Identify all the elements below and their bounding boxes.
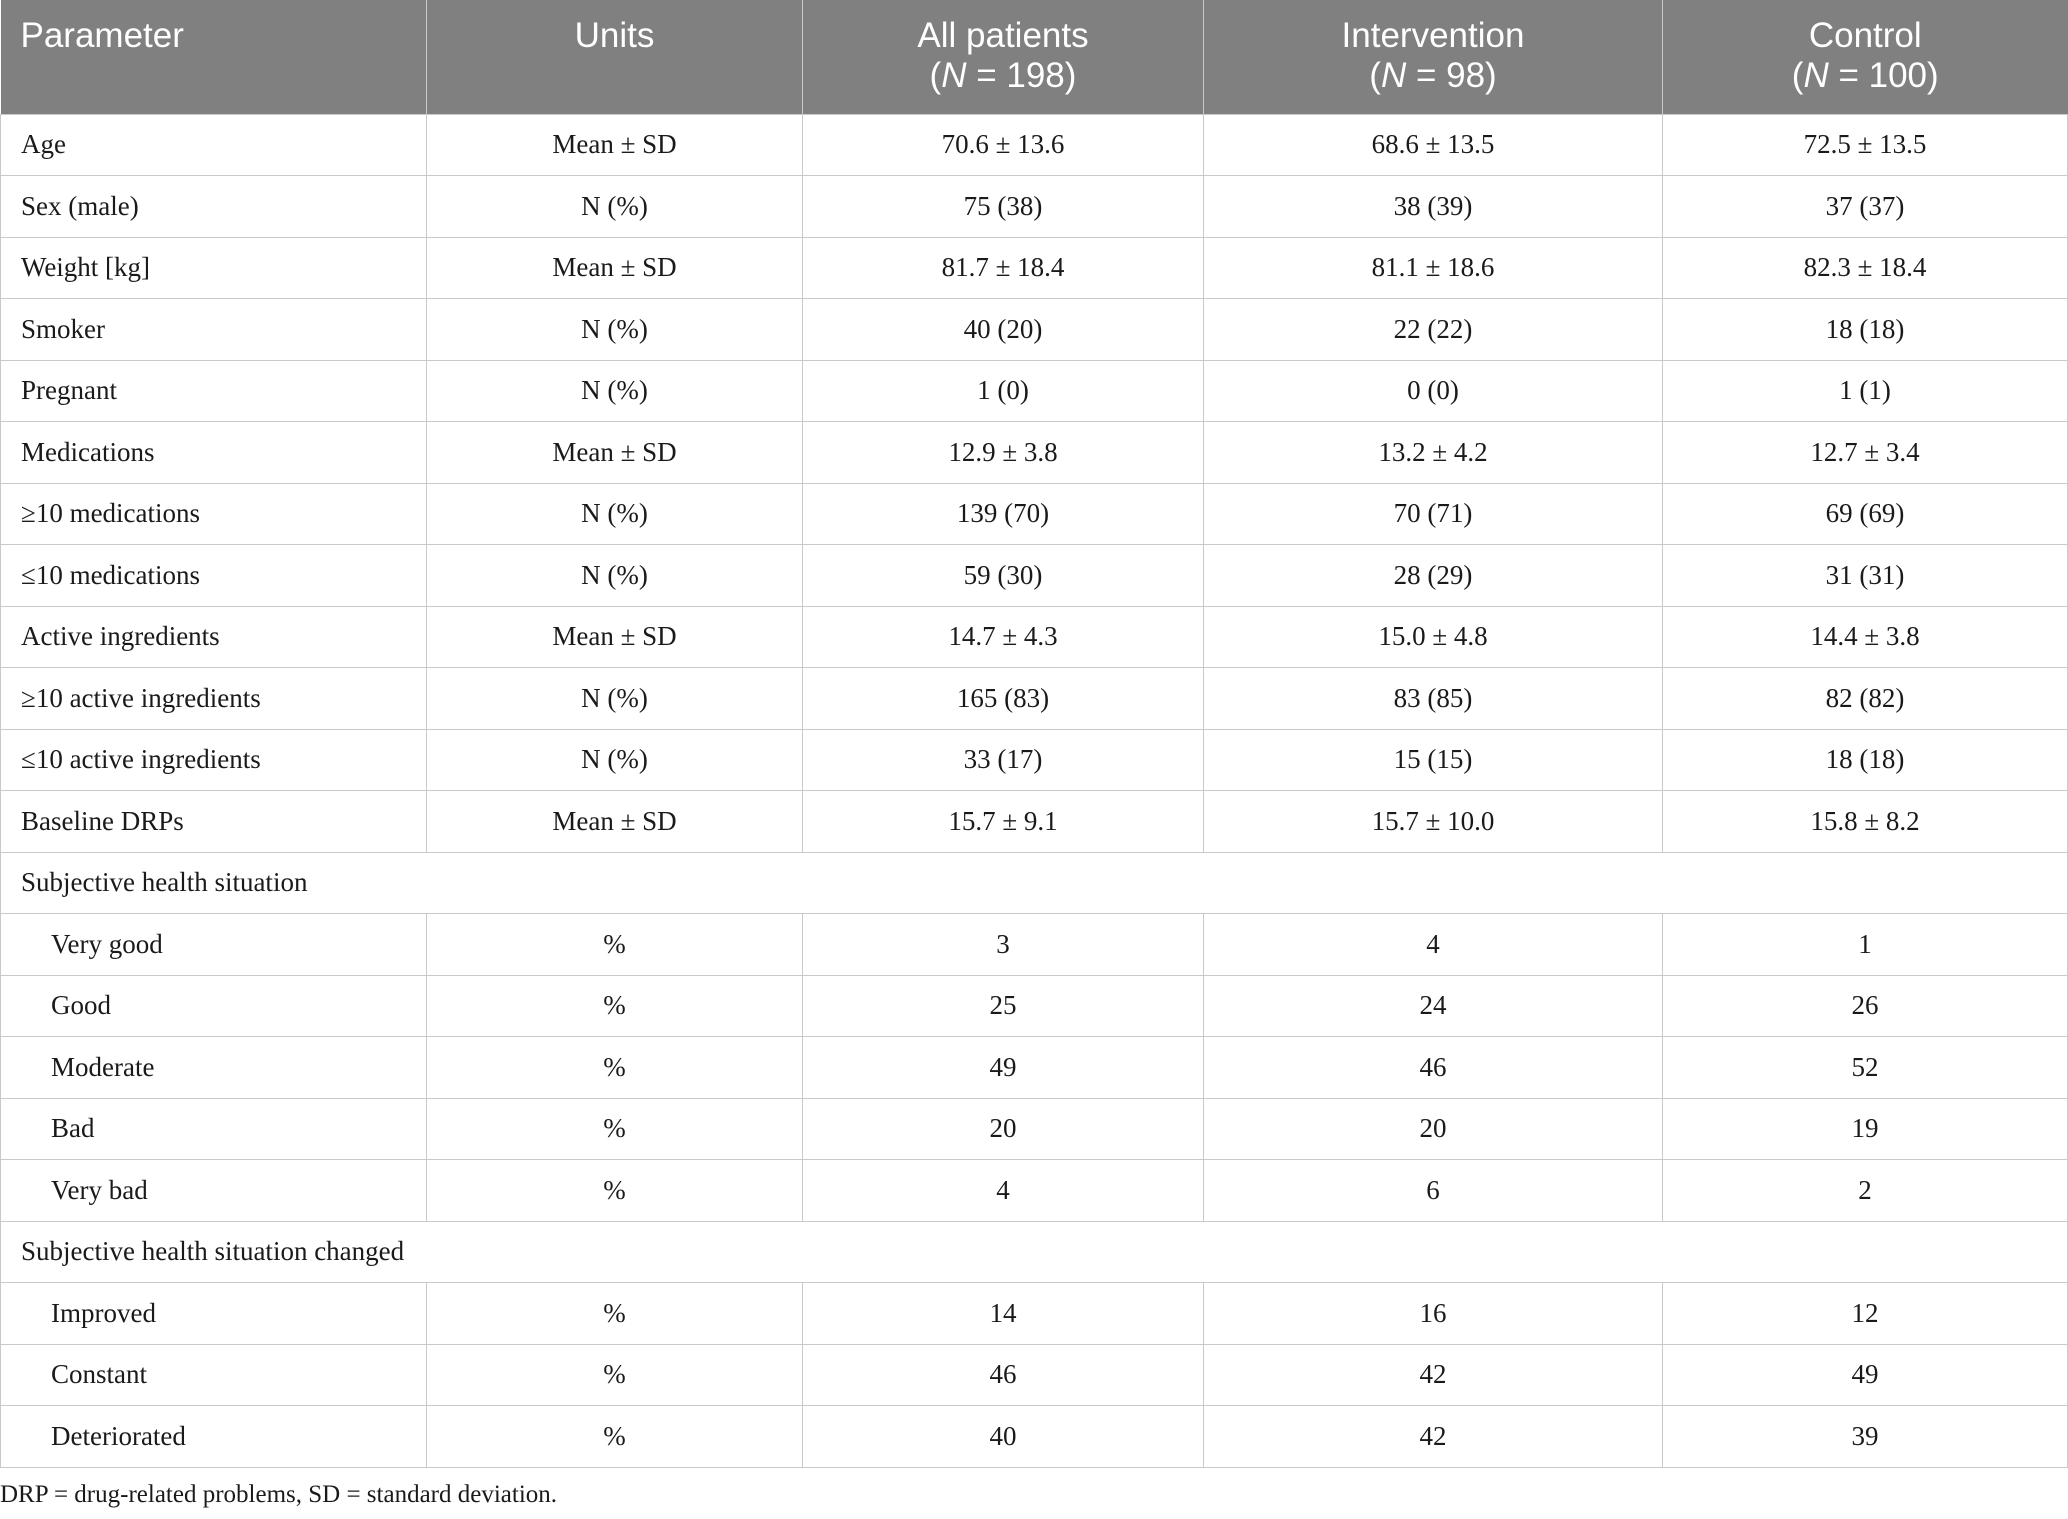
table-row xyxy=(1,176,2068,238)
cell-intervention: 0 (0) xyxy=(1204,360,1663,422)
table-row xyxy=(1,729,2068,791)
cell-parameter: Deteriorated xyxy=(1,1406,427,1468)
cell-intervention: 42 xyxy=(1204,1406,1663,1468)
cell-control: 52 xyxy=(1663,1037,2068,1099)
cell-control: 26 xyxy=(1663,975,2068,1037)
table-row xyxy=(1,1283,2068,1345)
cell-intervention: 4 xyxy=(1204,914,1663,976)
cell-intervention: 42 xyxy=(1204,1344,1663,1406)
cell-intervention: 81.1 ± 18.6 xyxy=(1204,237,1663,299)
cell-units: % xyxy=(427,1283,803,1345)
cell-parameter: Good xyxy=(1,975,427,1037)
cell-all: 15.7 ± 9.1 xyxy=(803,791,1204,853)
section-row-health xyxy=(1,852,2068,914)
cell-control: 19 xyxy=(1663,1098,2068,1160)
cell-units: Mean ± SD xyxy=(427,114,803,176)
cell-intervention: 83 (85) xyxy=(1204,668,1663,730)
cell-intervention: 22 (22) xyxy=(1204,299,1663,361)
cell-parameter: Very good xyxy=(1,914,427,976)
cell-all: 20 xyxy=(803,1098,1204,1160)
cell-units: N (%) xyxy=(427,483,803,545)
cell-control: 69 (69) xyxy=(1663,483,2068,545)
cell-all: 25 xyxy=(803,975,1204,1037)
cell-control: 37 (37) xyxy=(1663,176,2068,238)
header-intervention: Intervention (N = 98) xyxy=(1204,0,1663,114)
cell-units: % xyxy=(427,914,803,976)
cell-parameter: ≥10 active ingredients xyxy=(1,668,427,730)
cell-parameter: Weight [kg] xyxy=(1,237,427,299)
cell-units: N (%) xyxy=(427,668,803,730)
cell-all: 46 xyxy=(803,1344,1204,1406)
table-row xyxy=(1,422,2068,484)
cell-parameter: Bad xyxy=(1,1098,427,1160)
table-header xyxy=(1,0,2068,114)
cell-all: 49 xyxy=(803,1037,1204,1099)
table-row xyxy=(1,1344,2068,1406)
cell-parameter: Improved xyxy=(1,1283,427,1345)
cell-units: Mean ± SD xyxy=(427,606,803,668)
table-row xyxy=(1,791,2068,853)
cell-control: 82.3 ± 18.4 xyxy=(1663,237,2068,299)
cell-all: 14 xyxy=(803,1283,1204,1345)
cell-units: % xyxy=(427,1160,803,1222)
table-row xyxy=(1,914,2068,976)
cell-all: 40 (20) xyxy=(803,299,1204,361)
cell-units: N (%) xyxy=(427,545,803,607)
cell-intervention: 6 xyxy=(1204,1160,1663,1222)
cell-intervention: 24 xyxy=(1204,975,1663,1037)
cell-all: 40 xyxy=(803,1406,1204,1468)
cell-control: 12.7 ± 3.4 xyxy=(1663,422,2068,484)
cell-parameter: Moderate xyxy=(1,1037,427,1099)
cell-parameter: ≤10 medications xyxy=(1,545,427,607)
cell-control: 15.8 ± 8.2 xyxy=(1663,791,2068,853)
cell-all: 70.6 ± 13.6 xyxy=(803,114,1204,176)
cell-control: 39 xyxy=(1663,1406,2068,1468)
cell-parameter: Pregnant xyxy=(1,360,427,422)
cell-control: 49 xyxy=(1663,1344,2068,1406)
table-row xyxy=(1,1406,2068,1468)
cell-all: 139 (70) xyxy=(803,483,1204,545)
section-title-health: Subjective health situation xyxy=(1,852,2068,914)
section-title-changed: Subjective health situation changed xyxy=(1,1221,2068,1283)
cell-units: N (%) xyxy=(427,729,803,791)
cell-units: Mean ± SD xyxy=(427,791,803,853)
table-row xyxy=(1,1037,2068,1099)
cell-control: 1 (1) xyxy=(1663,360,2068,422)
cell-all: 33 (17) xyxy=(803,729,1204,791)
cell-units: N (%) xyxy=(427,299,803,361)
cell-parameter: Medications xyxy=(1,422,427,484)
cell-intervention: 13.2 ± 4.2 xyxy=(1204,422,1663,484)
table-row xyxy=(1,545,2068,607)
cell-control: 82 (82) xyxy=(1663,668,2068,730)
table-row xyxy=(1,360,2068,422)
table-footnote: DRP = drug-related problems, SD = standard deviation. xyxy=(0,1481,558,1508)
cell-intervention: 15 (15) xyxy=(1204,729,1663,791)
cell-all: 165 (83) xyxy=(803,668,1204,730)
cell-parameter: Active ingredients xyxy=(1,606,427,668)
section-row-changed xyxy=(1,1221,2068,1283)
table-row xyxy=(1,1160,2068,1222)
cell-intervention: 28 (29) xyxy=(1204,545,1663,607)
table-row xyxy=(1,299,2068,361)
table-body xyxy=(1,114,2068,1467)
cell-intervention: 16 xyxy=(1204,1283,1663,1345)
cell-intervention: 46 xyxy=(1204,1037,1663,1099)
cell-intervention: 20 xyxy=(1204,1098,1663,1160)
cell-units: N (%) xyxy=(427,176,803,238)
cell-control: 2 xyxy=(1663,1160,2068,1222)
cell-parameter: Sex (male) xyxy=(1,176,427,238)
cell-units: % xyxy=(427,1344,803,1406)
cell-control: 12 xyxy=(1663,1283,2068,1345)
cell-all: 59 (30) xyxy=(803,545,1204,607)
header-parameter: Parameter xyxy=(1,0,427,114)
cell-intervention: 15.7 ± 10.0 xyxy=(1204,791,1663,853)
cell-units: Mean ± SD xyxy=(427,422,803,484)
cell-control: 18 (18) xyxy=(1663,299,2068,361)
cell-all: 1 (0) xyxy=(803,360,1204,422)
cell-units: % xyxy=(427,1406,803,1468)
header-all-patients: All patients (N = 198) xyxy=(803,0,1204,114)
cell-parameter: Smoker xyxy=(1,299,427,361)
header-units: Units xyxy=(427,0,803,114)
cell-control: 14.4 ± 3.8 xyxy=(1663,606,2068,668)
cell-all: 75 (38) xyxy=(803,176,1204,238)
cell-units: % xyxy=(427,1037,803,1099)
cell-control: 18 (18) xyxy=(1663,729,2068,791)
cell-parameter: Constant xyxy=(1,1344,427,1406)
cell-parameter: Baseline DRPs xyxy=(1,791,427,853)
cell-all: 14.7 ± 4.3 xyxy=(803,606,1204,668)
table-row xyxy=(1,114,2068,176)
cell-parameter: ≥10 medications xyxy=(1,483,427,545)
cell-intervention: 70 (71) xyxy=(1204,483,1663,545)
cell-all: 4 xyxy=(803,1160,1204,1222)
table-row xyxy=(1,668,2068,730)
cell-control: 31 (31) xyxy=(1663,545,2068,607)
cell-intervention: 15.0 ± 4.8 xyxy=(1204,606,1663,668)
cell-units: N (%) xyxy=(427,360,803,422)
header-control: Control (N = 100) xyxy=(1663,0,2068,114)
cell-units: % xyxy=(427,975,803,1037)
cell-control: 1 xyxy=(1663,914,2068,976)
table-row xyxy=(1,237,2068,299)
cell-all: 3 xyxy=(803,914,1204,976)
cell-parameter: Very bad xyxy=(1,1160,427,1222)
cell-intervention: 38 (39) xyxy=(1204,176,1663,238)
table-row xyxy=(1,606,2068,668)
table-row xyxy=(1,483,2068,545)
cell-units: Mean ± SD xyxy=(427,237,803,299)
cell-all: 81.7 ± 18.4 xyxy=(803,237,1204,299)
table-row xyxy=(1,1098,2068,1160)
cell-control: 72.5 ± 13.5 xyxy=(1663,114,2068,176)
cell-units: % xyxy=(427,1098,803,1160)
cell-intervention: 68.6 ± 13.5 xyxy=(1204,114,1663,176)
cell-all: 12.9 ± 3.8 xyxy=(803,422,1204,484)
table-row xyxy=(1,975,2068,1037)
cell-parameter: Age xyxy=(1,114,427,176)
header-row xyxy=(1,0,2068,114)
cell-parameter: ≤10 active ingredients xyxy=(1,729,427,791)
